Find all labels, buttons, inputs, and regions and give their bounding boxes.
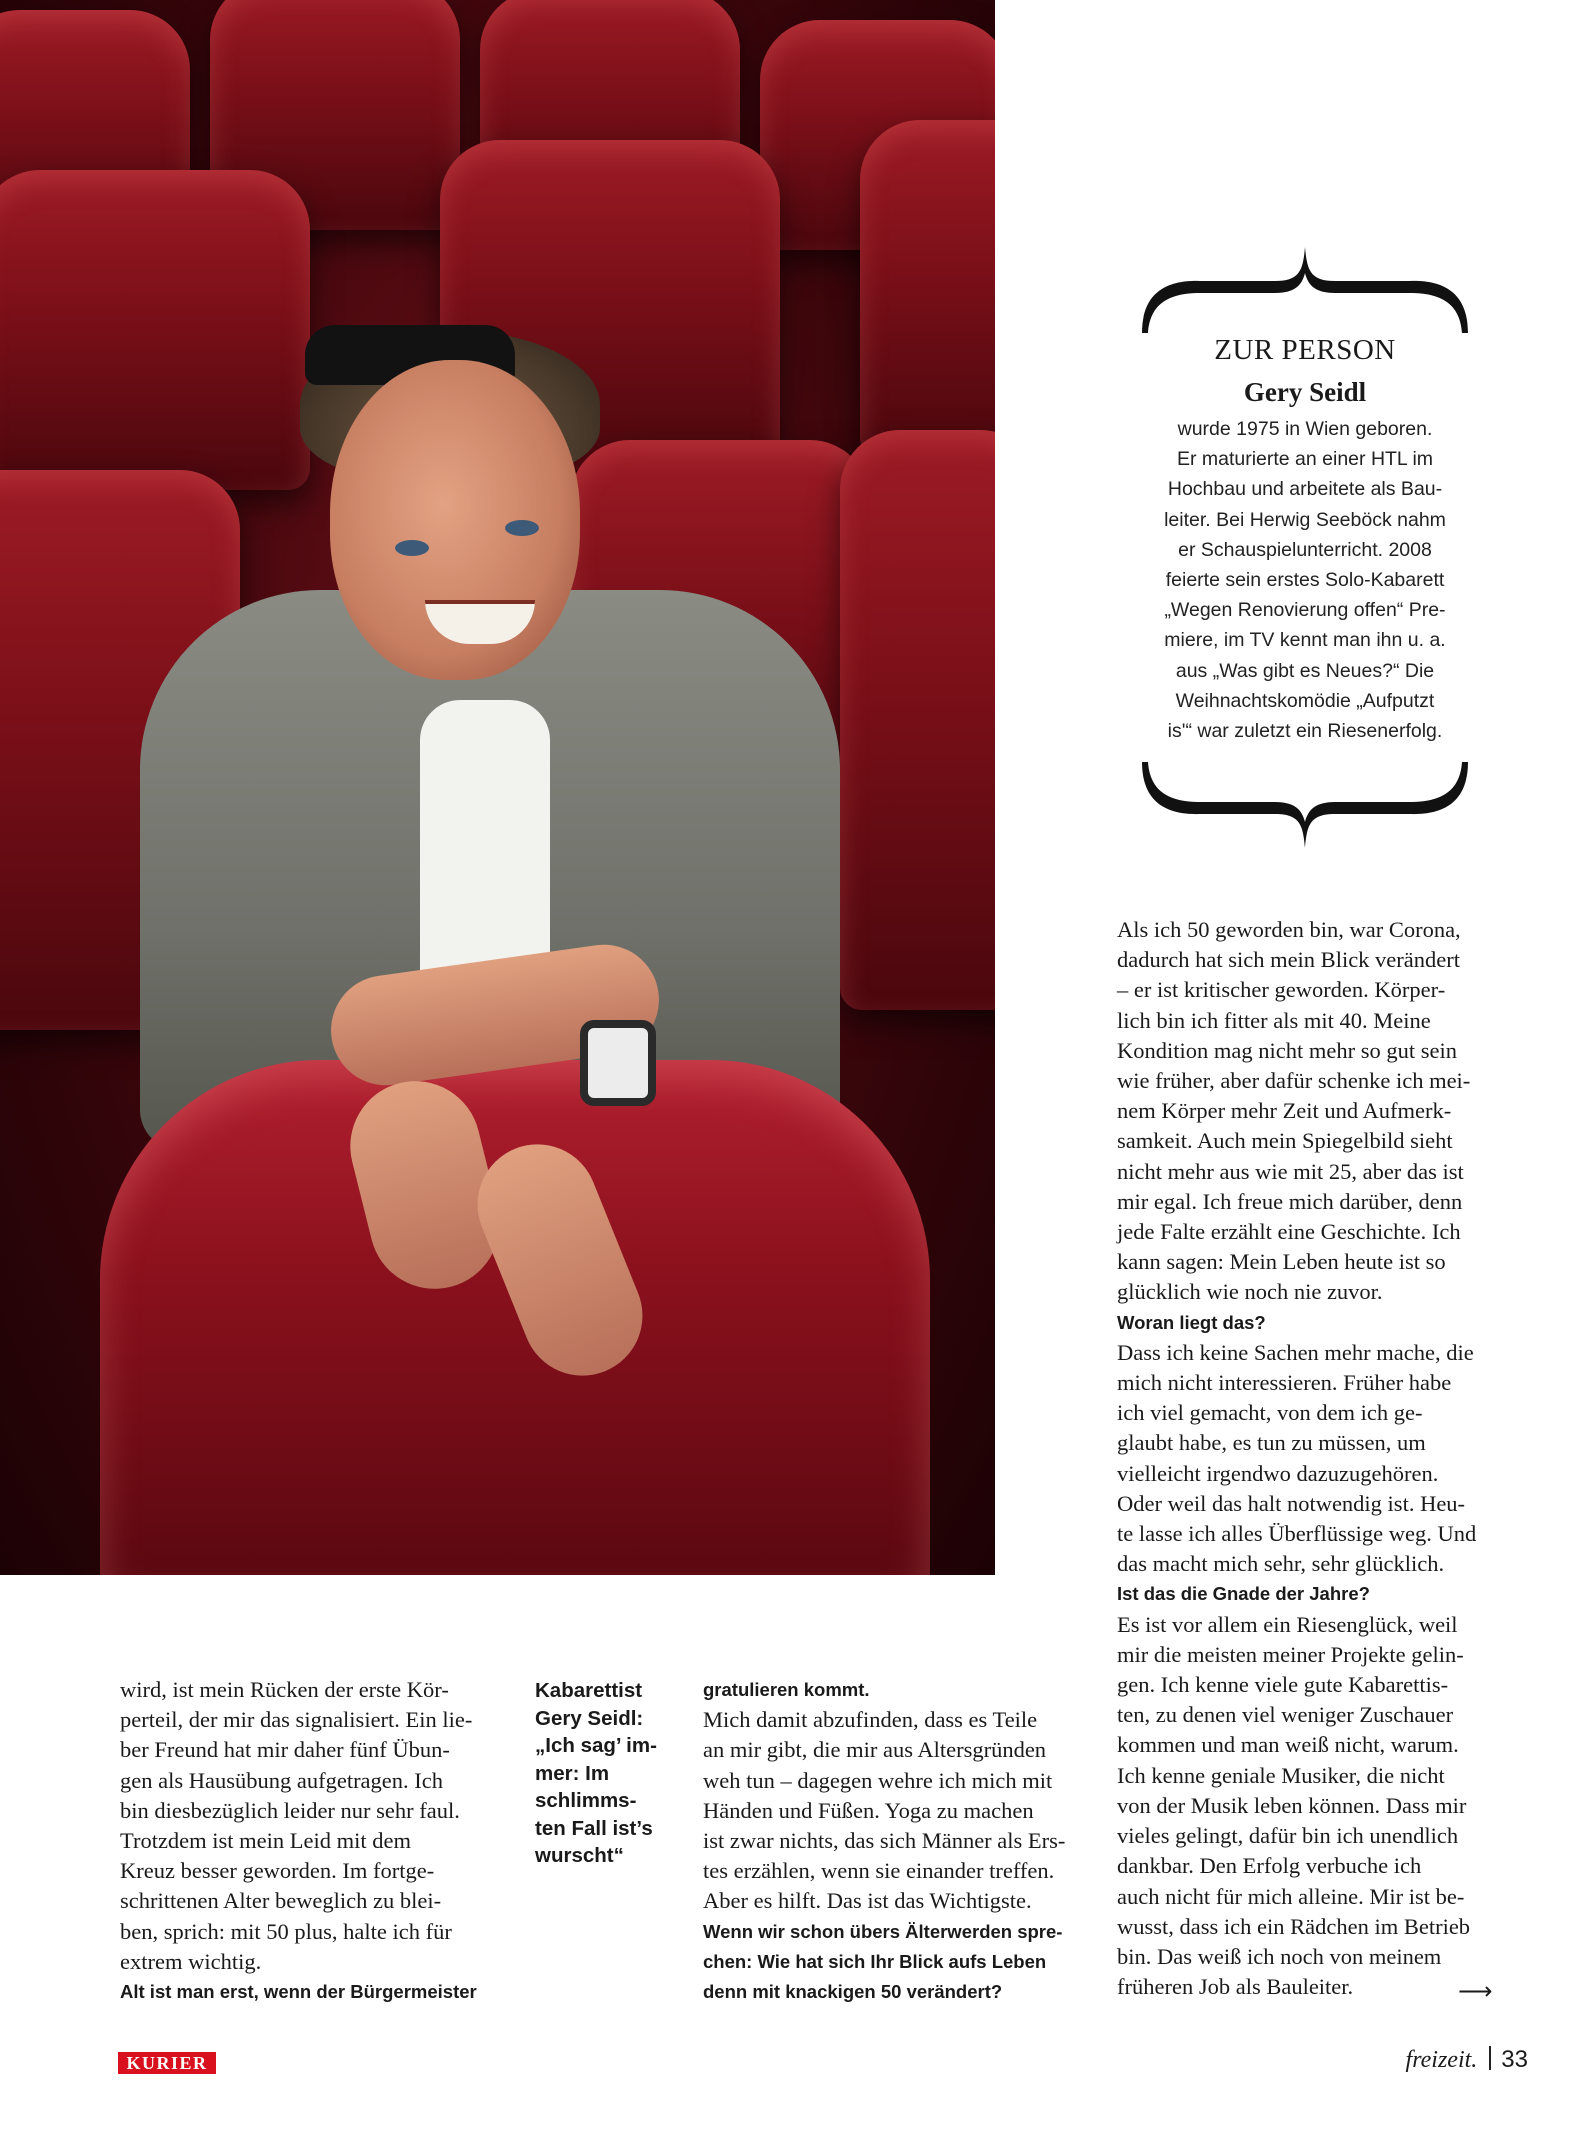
portrait-photo (0, 0, 995, 1575)
text-line: perteil, der mir das signalisiert. Ein lie- (120, 1707, 473, 1733)
text-line: Es ist vor allem ein Riesenglück, weil (1117, 1611, 1458, 1637)
text-line: „Ich sag’ im- (535, 1734, 657, 1757)
text-line: kann sagen: Mein Leben heute ist so (1117, 1249, 1446, 1275)
text-line: extrem wichtig. (120, 1948, 262, 1974)
text-line: Aber es hilft. Das ist das Wichtigste. (703, 1888, 1032, 1914)
info-box-heading: ZUR PERSON (1214, 334, 1396, 366)
text-line: schlimms- (535, 1789, 637, 1812)
text-line: von der Musik leben können. Dass mir (1117, 1792, 1467, 1818)
text-line: Wenn wir schon übers Älterwerden spre- (703, 1920, 1063, 1942)
text-line: auch nicht für mich alleine. Mir ist be- (1117, 1883, 1465, 1909)
text-line: Ich kenne geniale Musiker, die nicht (1117, 1762, 1445, 1788)
article-column-right (1117, 915, 1497, 2002)
text-line: mir die meisten meiner Projekte gelin- (1117, 1641, 1464, 1667)
text-line: ber Freund hat mir daher fünf Übun- (120, 1737, 450, 1763)
interview-question: Ist das die Gnade der Jahre? (1117, 1583, 1370, 1605)
continue-arrow-icon: ⟶ (1458, 1977, 1493, 2005)
text-line: Mich damit abzufinden, dass es Teile (703, 1707, 1038, 1733)
paragraph (120, 1675, 500, 1977)
text-line: ist zwar nichts, das sich Männer als Ers- (703, 1828, 1066, 1854)
text-line: leiter. Bei Herwig Seeböck nahm (1164, 508, 1446, 531)
paragraph (1117, 1338, 1497, 1580)
text-line: bin diesbezüglich leider nur sehr faul. (120, 1797, 460, 1823)
text-line: tes erzählen, wenn sie einander treffen. (703, 1858, 1055, 1884)
text-line: vieles gelingt, dafür bin ich unendlich (1117, 1823, 1459, 1849)
text-line: ten, zu denen viel weniger Zuschauer (1117, 1702, 1454, 1728)
cinema-seat (0, 170, 310, 490)
page-number: 33 (1501, 2046, 1528, 2073)
text-line: Dass ich keine Sachen mehr mache, die (1117, 1339, 1474, 1365)
text-line: Weihnachtskomödie „Aufputzt (1175, 689, 1435, 712)
front-seat-back (100, 1060, 930, 1575)
info-box-text (1140, 414, 1470, 746)
kurier-logo: KURIER (118, 2052, 216, 2074)
text-line: wusst, dass ich ein Rädchen im Betrieb (1117, 1913, 1471, 1939)
page-footer (1406, 2046, 1528, 2074)
info-box (1140, 330, 1470, 746)
interview-question: Alt ist man erst, wenn der Bürgermeister (120, 1981, 477, 2003)
interview-question (703, 1917, 1083, 2008)
footer-divider (1489, 2046, 1491, 2070)
text-line: ich viel gemacht, von dem ich ge- (1117, 1400, 1423, 1426)
text-line: aus „Was gibt es Neues?“ Die (1175, 659, 1435, 682)
text-line: miere, im TV kennt man ihn u. a. (1164, 629, 1446, 652)
text-line: dadurch hat sich mein Blick verändert (1117, 947, 1461, 973)
text-line: wurscht“ (535, 1844, 624, 1867)
wristwatch (580, 1020, 656, 1106)
text-line: gen als Hausübung aufgetragen. Ich (120, 1767, 444, 1793)
interview-question: gratulieren kommt. (703, 1679, 870, 1700)
text-line: an mir gibt, die mir aus Altersgründen (703, 1737, 1047, 1763)
article-column-bottom-middle (703, 1675, 1083, 2007)
text-line: dankbar. Den Erfolg verbuche ich (1117, 1853, 1422, 1879)
text-line: – er ist kritischer geworden. Körper- (1117, 977, 1446, 1003)
text-line: nicht mehr aus wie mit 25, aber das ist (1117, 1158, 1464, 1184)
text-line: ben, sprich: mit 50 plus, halte ich für (120, 1918, 452, 1944)
text-line: Als ich 50 geworden bin, war Corona, (1117, 917, 1461, 942)
text-line: gen. Ich kenne viele gute Kabarettis- (1117, 1672, 1449, 1698)
text-line: jede Falte erzählt eine Geschichte. Ich (1117, 1219, 1461, 1245)
cinema-seat (860, 120, 995, 460)
text-line: Trotzdem ist mein Leid mit dem (120, 1828, 412, 1854)
text-line: ten Fall ist’s (535, 1816, 653, 1840)
brace-bottom-ornament (1140, 760, 1470, 850)
text-line: „Wegen Renovierung offen“ Pre- (1164, 599, 1446, 622)
text-line: das macht mich sehr, sehr glücklich. (1117, 1551, 1445, 1577)
text-line: wurde 1975 in Wien geboren. (1177, 418, 1433, 440)
pull-quote (535, 1677, 675, 1870)
brace-top-ornament (1140, 245, 1470, 335)
text-line: te lasse ich alles Überflüssige weg. Und (1117, 1521, 1477, 1547)
text-line: mer: Im (535, 1761, 610, 1785)
interview-question: Woran liegt das? (1117, 1311, 1266, 1333)
text-line: bin. Das weiß ich noch von meinem (1117, 1943, 1442, 1969)
text-line: chen: Wie hat sich Ihr Blick aufs Leben (703, 1950, 1047, 1972)
text-line: früheren Job als Bauleiter. (1117, 1974, 1354, 2000)
text-line: mir egal. Ich freue mich darüber, denn (1117, 1188, 1463, 1214)
text-line: Hochbau und arbeitete als Bau- (1167, 478, 1443, 501)
text-line: vielleicht irgendwo dazuzugehören. (1117, 1460, 1439, 1486)
text-line: schrittenen Alter beweglich zu blei- (120, 1888, 442, 1914)
paragraph (703, 1705, 1083, 1916)
text-line: glaubt habe, es tun zu müssen, um (1117, 1430, 1426, 1456)
article-column-bottom-left (120, 1675, 500, 2007)
eye (395, 540, 429, 556)
text-line: samkeit. Auch mein Spiegelbild sieht (1117, 1128, 1453, 1154)
text-line: wird, ist mein Rücken der erste Kör- (120, 1677, 449, 1702)
eye (505, 520, 539, 536)
text-line: Kreuz besser geworden. Im fortge- (120, 1858, 435, 1884)
text-line: Kabarettist (535, 1679, 643, 1702)
text-line: er Schauspielunterricht. 2008 (1178, 538, 1432, 561)
paragraph (1117, 1610, 1497, 2003)
text-line: kommen und man weiß nicht, warum. (1117, 1732, 1459, 1758)
magazine-name: freizeit. (1405, 2047, 1478, 2073)
text-line: Gery Seidl: (535, 1706, 644, 1730)
text-line: wie früher, aber dafür schenke ich mei- (1117, 1068, 1471, 1094)
text-line: Er maturierte an einer HTL im (1176, 448, 1434, 471)
text-line: Kondition mag nicht mehr so gut sein (1117, 1037, 1457, 1063)
text-line: lich bin ich fitter als mit 40. Meine (1117, 1007, 1431, 1033)
cinema-seat (840, 430, 995, 1010)
text-line: Oder weil das halt notwendig ist. Heu- (1117, 1490, 1466, 1516)
paragraph (1117, 915, 1497, 1308)
text-line: glücklich wie noch nie zuvor. (1117, 1279, 1383, 1305)
text-line: mich nicht interessieren. Früher habe (1117, 1370, 1452, 1396)
text-line: Händen und Füßen. Yoga zu machen (703, 1797, 1034, 1823)
text-line: denn mit knackigen 50 verändert? (703, 1981, 1003, 2003)
text-line: feierte sein erstes Solo-Kabarett (1165, 569, 1445, 592)
text-line: weh tun – dagegen wehre ich mich mit (703, 1767, 1053, 1793)
text-line: is'“ war zuletzt ein Riesenerfolg. (1167, 720, 1443, 743)
info-box-name: Gery Seidl (1243, 377, 1367, 407)
text-line: nem Körper mehr Zeit und Aufmerk- (1117, 1098, 1452, 1124)
